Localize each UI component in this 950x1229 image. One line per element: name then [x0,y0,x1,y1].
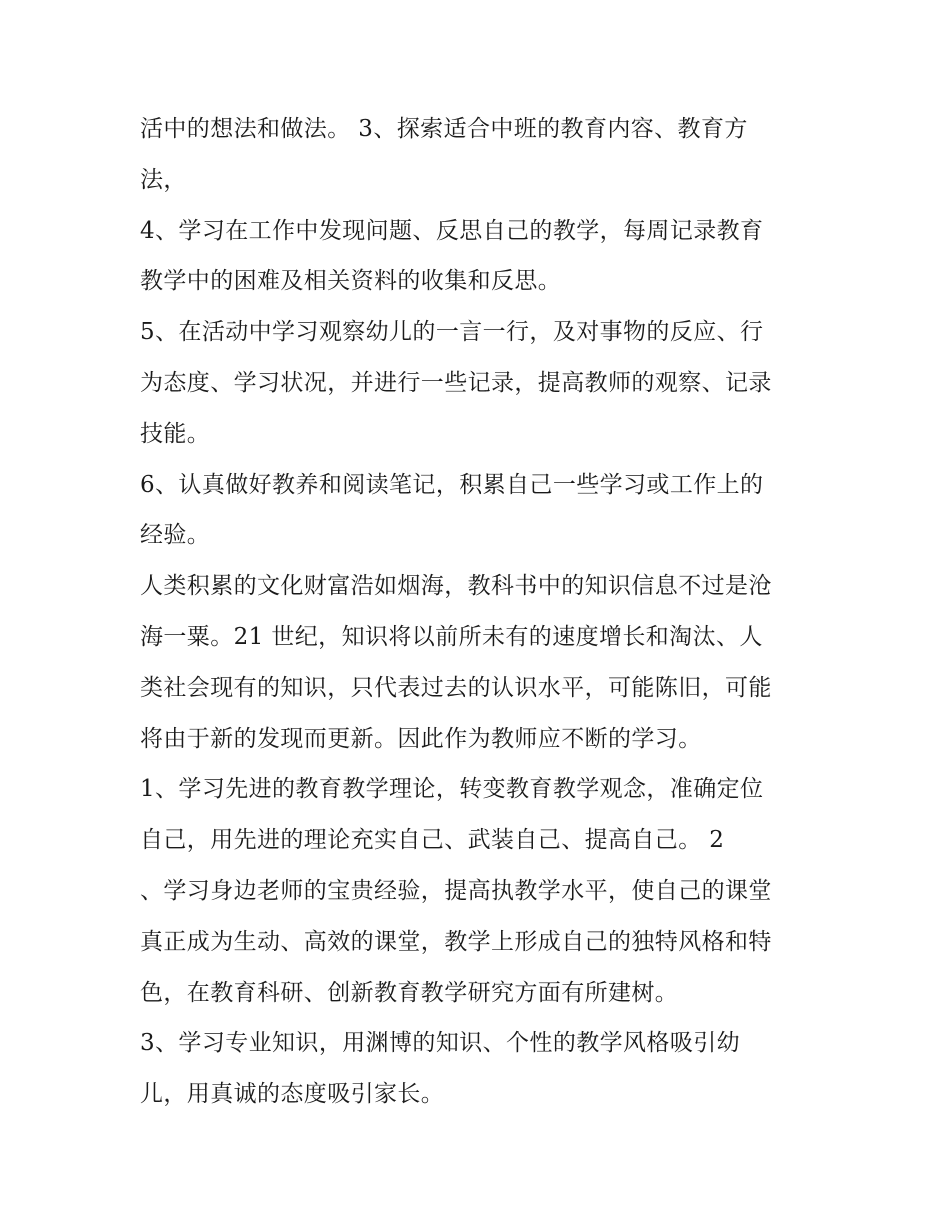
text-line: 、学习身边老师的宝贵经验，提高执教学水平，使自己的课堂 [140,877,772,904]
text-line: 1、学习先进的教育教学理论，转变教育教学观念，准确定位 [140,776,764,803]
document-body [140,104,830,1120]
text-line: 海一粟。21 世纪，知识将以前所未有的速度增长和淘汰、人 [140,623,763,650]
text-line: 自己，用先进的理论充实自己、武装自己、提高自己。 2 [140,827,725,854]
text-line: 类社会现有的知识，只代表过去的认识水平，可能陈旧，可能 [140,674,772,701]
text-line: 色，在教育科研、创新教育教学研究方面有所建树。 [140,979,679,1006]
text-line: 为态度、学习状况，并进行一些记录，提高教师的观察、记录 [140,369,772,396]
text-line: 3、学习专业知识，用渊博的知识、个性的教学风格吸引幼 [140,1030,741,1057]
text-line: 5、在活动中学习观察幼儿的一言一行，及对事物的反应、行 [140,319,764,346]
text-line: 4、学习在工作中发现问题、反思自己的教学，每周记录教育 [140,217,764,244]
text-line: 儿，用真诚的态度吸引家长。 [140,1081,445,1108]
text-line: 经验。 [140,522,211,549]
text-line: 技能。 [140,420,211,447]
text-line: 法， [140,166,187,193]
text-line: 6、认真做好教养和阅读笔记，积累自己一些学习或工作上的 [140,471,764,498]
text-line: 将由于新的发现而更新。因此作为教师应不断的学习。 [140,725,702,752]
text-line: 人类积累的文化财富浩如烟海，教科书中的知识信息不过是沧 [140,573,772,600]
text-line: 教学中的困难及相关资料的收集和反思。 [140,268,562,295]
text-line: 真正成为生动、高效的课堂，教学上形成自己的独特风格和特 [140,928,772,955]
text-line: 活中的想法和做法。 3、探索适合中班的教育内容、教育方 [140,116,748,142]
